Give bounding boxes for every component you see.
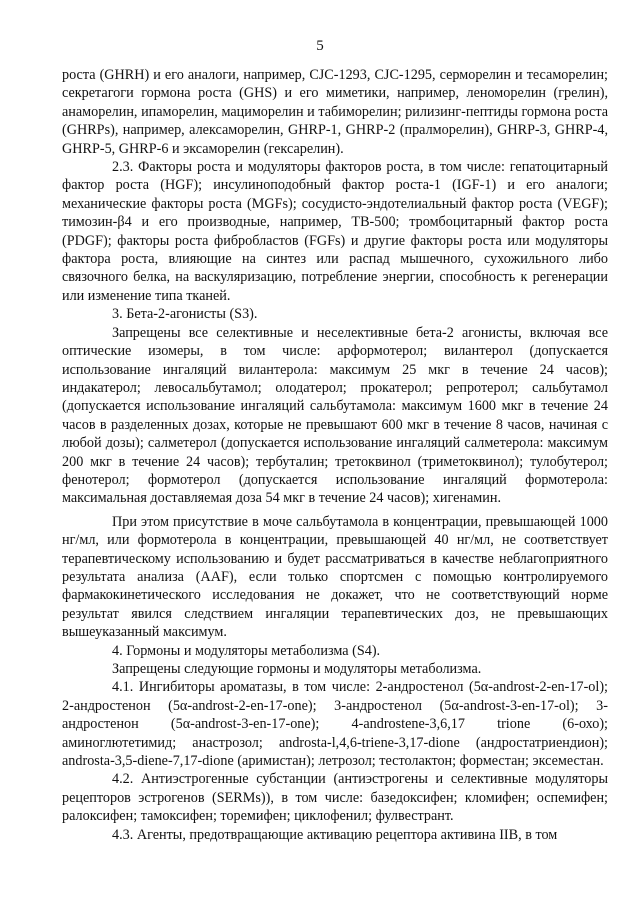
document-body xyxy=(62,66,608,844)
paragraph: 4.3. Агенты, предотвращающие активацию рецептора активина IIB, в том xyxy=(112,826,558,843)
paragraph: 4. Гормоны и модуляторы метаболизма (S4). xyxy=(112,642,381,659)
page-number: 5 xyxy=(316,38,324,54)
paragraph: 4.1. Ингибиторы ароматазы, в том числе: 2-андростенол (5α-androst-2-en-17-ol); 2-андростенон (5α-androst-2-en-17-one); 3-андростенол (5α-androst-3-en-17-ol); 3-андростенон (5α-androst-3-en-17-one); 4-androstene-3,6,17 trione (6-охо); аминоглютетимид; анастрозол; androsta-l,4,6-triene-3,17-dione (андростатриендион); androsta-3,5-diene-7,17-dione (аримистан); летрозол; тестолактон; форместан; эксеместан. xyxy=(62,679,608,770)
paragraph: При этом присутствие в моче сальбутамола в концентрации, превышающей 1000 нг/мл, или формотерола в концентрации, превышающей 40 нг/мл, не соответствует терапевтическому использованию и будет рассматриваться в качестве неблагоприятного результата анализа (AAF), если только спортсмен с помощью контролируемого фармакокинетического исследования не докажет, что не соответствующий норме результат явился следствием ингаляции терапевтических доз, не превышающих вышеуказанный максимум. xyxy=(62,513,608,641)
paragraph: 2.3. Факторы роста и модуляторы факторов роста, в том числе: гепатоцитарный фактор роста (HGF); инсулиноподобный фактор роста-1 (IGF-1) и его аналоги; механические факторы роста (MGFs); сосудисто-эндотелиальный фактор роста (VEGF); тимозин-β4 и его производные, например, TB-500; тромбоцитарный фактор роста (PDGF); факторы роста фибробластов (FGFs) и другие факторы роста или модуляторы фактора роста, влияющие на синтез или распад мышечного, сухожильного либо связочного белка, на васкуляризацию, потребление энергии, способность к регенерации или изменение типа тканей. xyxy=(62,159,608,304)
paragraph: роста (GHRH) и его аналоги, например, CJC-1293, CJC-1295, серморелин и тесаморелин; секретагоги гормона роста (GHS) и его миметики, например, леноморелин (грелин), анаморелин, ипаморелин, мациморелин и табиморелин; рилизинг-пептиды гормона роста (GHRPs), например, алексаморелин, GHRP-1, GHRP-2 (пралморелин), GHRP-3, GHRP-4, GHRP-5, GHRP-6 и эксаморелин (гексарелин). xyxy=(62,67,608,157)
paragraph: 4.2. Антиэстрогенные субстанции (антиэстрогены и селективные модуляторы рецепторов эстрогенов (SERMs)), в том числе: базедоксифен; кломифен; оспемифен; ралоксифен; тамоксифен; торемифен; циклофенил; фулвестрант. xyxy=(62,771,608,825)
paragraph: Запрещены следующие гормоны и модуляторы метаболизма. xyxy=(112,661,482,677)
paragraph: Запрещены все селективные и неселективные бета-2 агонисты, включая все оптические изомеры, в том числе: арформотерол; вилантерол (допускается использование ингаляций вилантерола: максимум 25 мкг в течение 24 часов); индакатерол; левосальбутамол; олодатерол; прокатерол; репротерол; сальбутамол (допускается использование ингаляций сальбутамола: максимум 1600 мкг в течение 24 часов в разделенных дозах, которые не превышают 600 мкг в течение 8 часов, начиная с любой дозы); салметерол (допускается использование ингаляций салметерола: максимум 200 мкг в течение 24 часов); тербуталин; третоквинол (триметоквинол); тулобутерол; фенотерол; формотерол (допускается использование ингаляций формотерола: максимальная доставляемая доза 54 мкг в течение 24 часов); хигенамин. xyxy=(62,324,608,507)
paragraph: 3. Бета-2-агонисты (S3). xyxy=(112,306,258,323)
